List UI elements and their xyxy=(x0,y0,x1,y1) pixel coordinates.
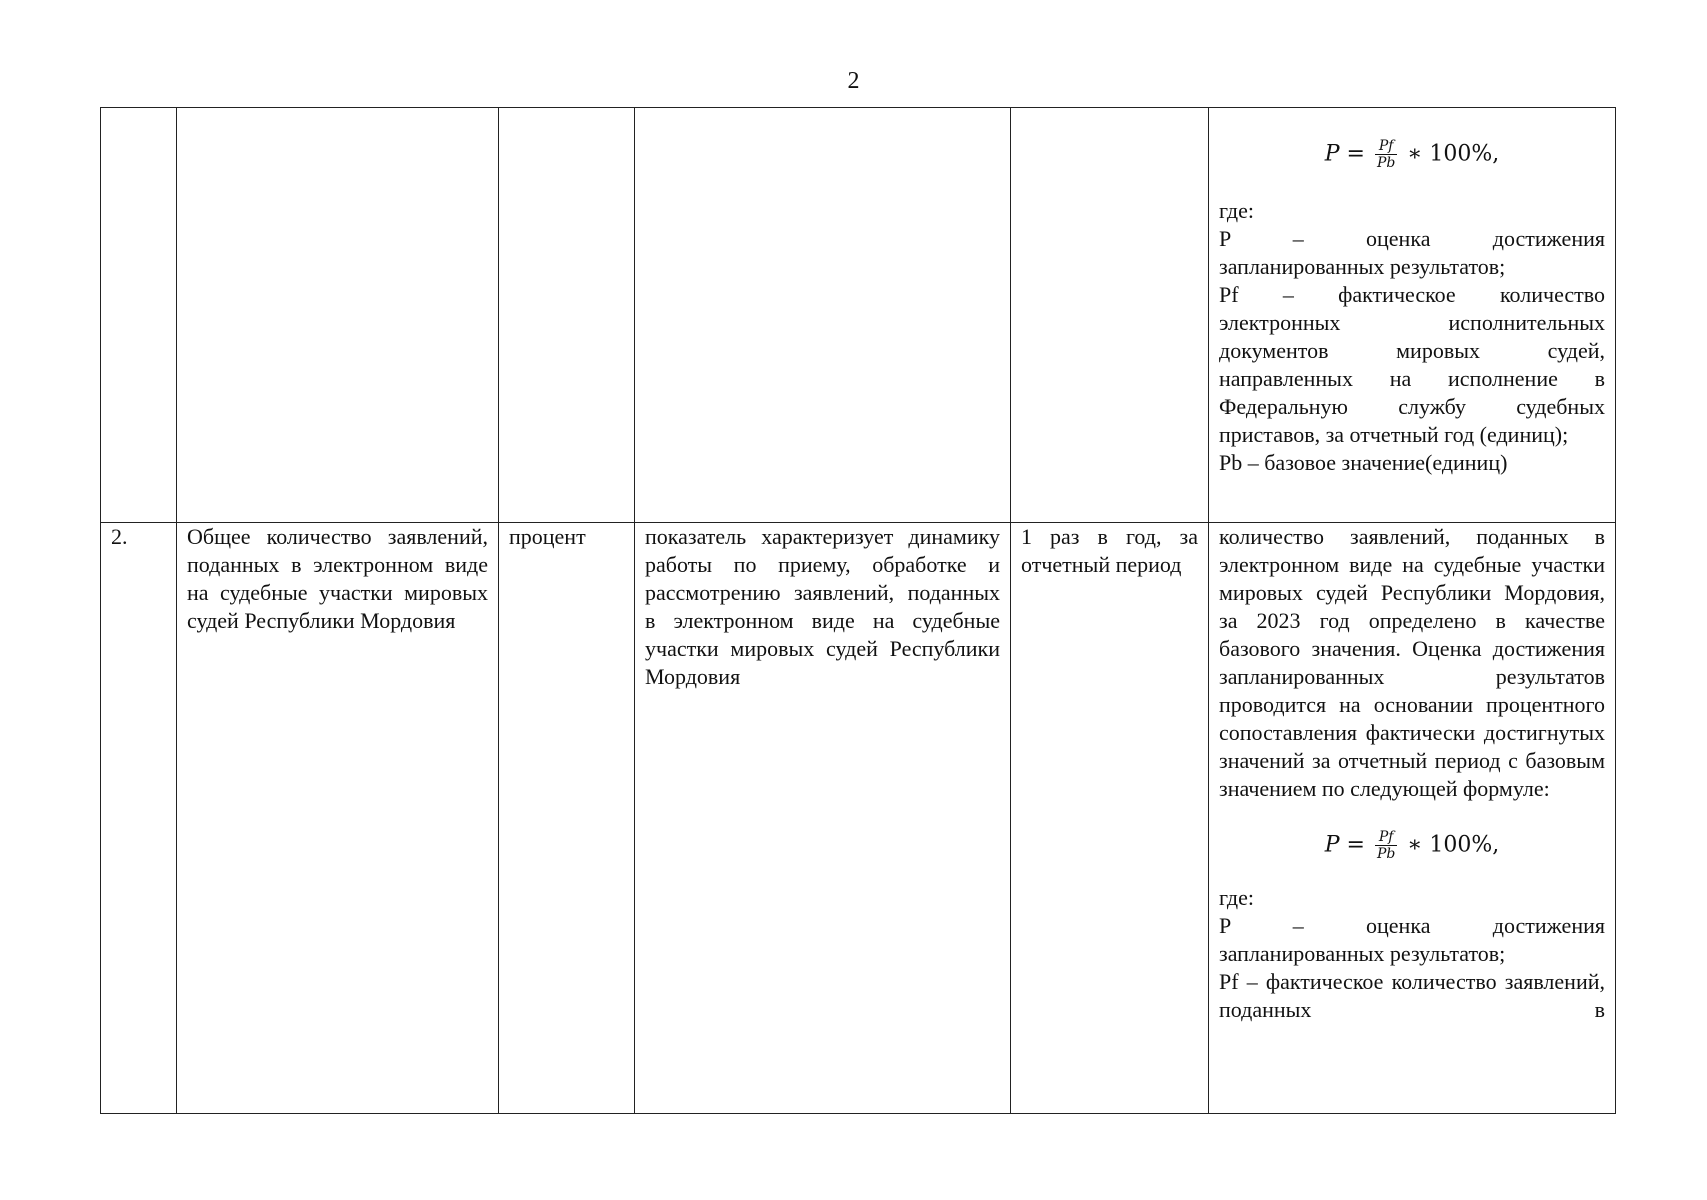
row2-name-cell: Общее количество заявлений, поданных в электронном виде на судебные участки мировых судей Республики Мордовия xyxy=(177,523,499,1114)
row2-where-label: где: xyxy=(1219,885,1254,910)
row1-method-cell xyxy=(1209,108,1616,523)
row2-definition-p: P – оценка достижения запланированных результатов; xyxy=(1219,913,1605,966)
row2-number-cell: 2. xyxy=(101,523,177,1114)
row2-method-cell xyxy=(1209,523,1616,1114)
row2-description-cell: показатель характеризует динамику работы по приему, обработке и рассмотрению заявлений, поданных в электронном виде на судебные участки мировых судей Республики Мордовия xyxy=(635,523,1011,1114)
row2-periodicity-cell: 1 раз в год, за отчетный период xyxy=(1011,523,1209,1114)
row1-definition-p: P – оценка достижения запланированных результатов; xyxy=(1219,226,1605,279)
row1-unit-cell xyxy=(499,108,635,523)
row1-name-cell xyxy=(177,108,499,523)
row1-definition-pb: Pb – базовое значение(единиц) xyxy=(1219,450,1508,475)
row1-number-cell xyxy=(101,108,177,523)
row2-formula: P = $\frac{Pf}{Pb}$ ∗ 100%, xyxy=(1324,829,1500,862)
table-row xyxy=(101,523,1616,1114)
row2-unit-cell: процент xyxy=(499,523,635,1114)
row1-where-label: где: xyxy=(1219,198,1254,223)
indicator-table xyxy=(100,107,1616,1114)
row2-method-intro: количество заявлений, поданных в электронном виде на судебные участки мировых судей Республики Мордовия, за 2023 год определено в качестве базового значения. Оценка достижения запланированных результатов проводится на основании процентного сопоставления фактически достигнутых значений за отчетный период с базовым значением по следующей формуле: xyxy=(1219,524,1605,801)
row1-definition-pf: Pf – фактическое количество электронных исполнительных документов мировых судей, направленных на исполнение в Федеральную службу судебных приставов, за отчетный год (единиц); xyxy=(1219,282,1605,447)
row1-formula: P = $\frac{Pf}{Pb}$ ∗ 100%, xyxy=(1324,138,1500,171)
table-row xyxy=(101,108,1616,523)
row2-definition-pf: Pf – фактическое количество заявлений, поданных в xyxy=(1219,969,1605,1022)
row1-periodicity-cell xyxy=(1011,108,1209,523)
row1-description-cell xyxy=(635,108,1011,523)
page-number: 2 xyxy=(847,68,860,94)
